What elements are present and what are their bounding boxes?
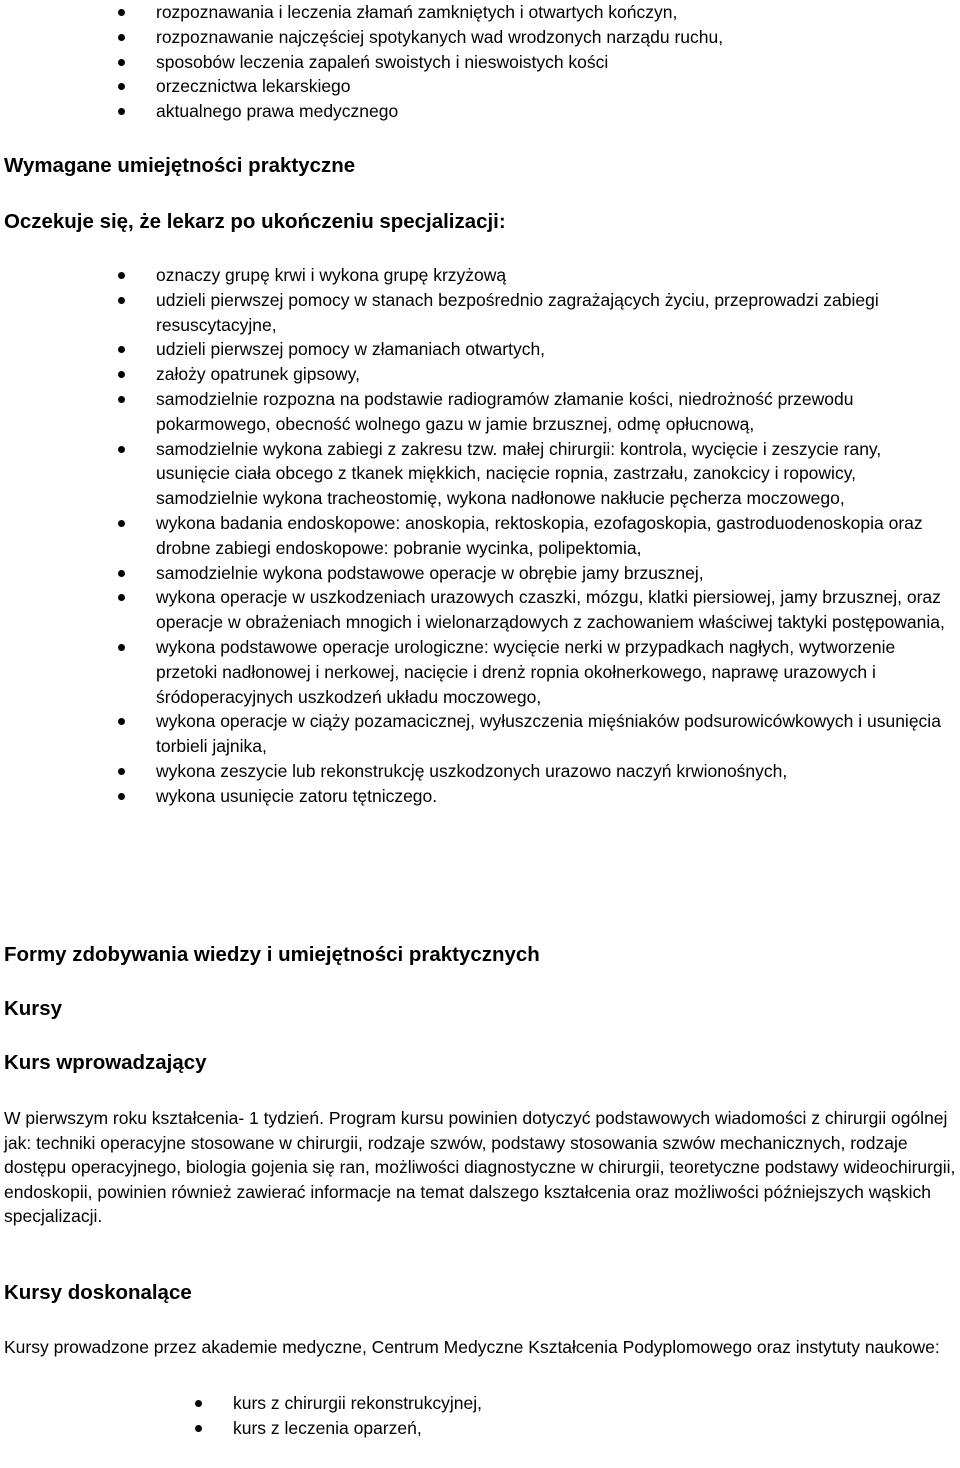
list-item: samodzielnie wykona zabiegi z zakresu tzw. małej chirurgii: kontrola, wycięcie i zeszycie rany, usunięcie ciała obcego z tkanek miękkich, nacięcie ropnia, zastrzału, zanokcicy i ropowicy, samodzielnie wykona tracheostomię, wykona nadłonowe nakłucie pęcherza moczowego, — [156, 437, 956, 511]
bullet-icon — [118, 297, 125, 304]
bullet-icon — [118, 718, 125, 725]
list-item: wykona operacje w uszkodzeniach urazowych czaszki, mózgu, klatki piersiowej, jamy brzusznej, oraz operacje w obrażeniach mnogich i wielonarządowych z zachowaniem właściwej taktyki postępowania, — [156, 585, 956, 635]
bullet-icon — [118, 520, 125, 527]
list-item: kurs z leczenia oparzeń, — [233, 1416, 833, 1441]
bullet-icon — [118, 594, 125, 601]
bullet-icon — [118, 346, 125, 353]
list-item: samodzielnie wykona podstawowe operacje w obrębie jamy brzusznej, — [156, 561, 956, 586]
bullet-icon — [118, 83, 125, 90]
practical-skills-heading: Wymagane umiejętności praktyczne — [4, 154, 356, 177]
knowledge-list — [156, 0, 956, 124]
list-item: założy opatrunek gipsowy, — [156, 362, 956, 387]
list-item: udzieli pierwszej pomocy w stanach bezpośrednio zagrażających życiu, przeprowadzi zabiegi resuscytacyjne, — [156, 288, 956, 338]
skills-list — [156, 263, 956, 809]
list-item: samodzielnie rozpozna na podstawie radiogramów złamanie kości, niedrożność przewodu pokarmowego, obecność wolnego gazu w jamie brzusznej, odmę opłucnową, — [156, 387, 956, 437]
list-item: udzieli pierwszej pomocy w złamaniach otwartych, — [156, 337, 956, 362]
bullet-icon — [195, 1425, 202, 1432]
forms-heading: Formy zdobywania wiedzy i umiejętności praktycznych — [4, 943, 540, 966]
courses-list — [233, 1391, 833, 1441]
list-item: aktualnego prawa medycznego — [156, 99, 956, 124]
bullet-icon — [118, 570, 125, 577]
bullet-icon — [195, 1400, 202, 1407]
bullet-icon — [118, 59, 125, 66]
list-item: wykona operacje w ciąży pozamacicznej, wyłuszczenia mięśniaków podsurowicówkowych i usunięcia torbieli jajnika, — [156, 709, 956, 759]
list-item: wykona badania endoskopowe: anoskopia, rektoskopia, ezofagoskopia, gastroduodenoskopia oraz drobne zabiegi endoskopowe: pobranie wycinka, polipektomia, — [156, 511, 956, 561]
list-item: wykona zeszycie lub rekonstrukcję uszkodzonych urazowo naczyń krwionośnych, — [156, 759, 956, 784]
bullet-icon — [118, 446, 125, 453]
list-item: wykona usunięcie zatoru tętniczego. — [156, 784, 956, 809]
list-item: wykona podstawowe operacje urologiczne: wycięcie nerki w przypadkach nagłych, wytworzenie przetoki nadłonowej i nerkowej, nacięcie i drenż ropnia okołnerkowego, naprawę urazowych i śródoperacyjnych uszkodzeń układu moczowego, — [156, 635, 956, 709]
expected-outcomes-heading: Oczekuje się, że lekarz po ukończeniu specjalizacji: — [4, 210, 506, 233]
intro-course-paragraph: W pierwszym roku kształcenia- 1 tydzień. Program kursu powinien dotyczyć podstawowych wiadomości z chirurgii ogólnej jak: techniki operacyjne stosowane w chirurgii, rodzaje szwów, podstawy stosowania szwów mechanicznych, rodzaje dostępu operacyjnego, biologia gojenia się ran, możliwości diagnostyczne w chirurgii, teoretyczne podstawy wideochirurgii, endoskopii, powinien również zawierać informacje na temat dalszego kształcenia oraz możliwości późniejszych wąskich specjalizacji. — [4, 1108, 956, 1227]
intro-course-heading: Kurs wprowadzający — [4, 1051, 207, 1074]
list-item: rozpoznawania i leczenia złamań zamkniętych i otwartych kończyn, — [156, 0, 956, 25]
advanced-courses-heading: Kursy doskonalące — [4, 1281, 192, 1304]
bullet-icon — [118, 9, 125, 16]
bullet-icon — [118, 371, 125, 378]
bullet-icon — [118, 34, 125, 41]
bullet-icon — [118, 272, 125, 279]
bullet-icon — [118, 644, 125, 651]
list-item: sposobów leczenia zapaleń swoistych i nieswoistych kości — [156, 50, 956, 75]
list-item: oznaczy grupę krwi i wykona grupę krzyżową — [156, 263, 956, 288]
list-item: rozpoznawanie najczęściej spotykanych wad wrodzonych narządu ruchu, — [156, 25, 956, 50]
courses-heading: Kursy — [4, 997, 63, 1020]
advanced-courses-paragraph: Kursy prowadzone przez akademie medyczne, Centrum Medyczne Kształcenia Podyplomowego oraz instytuty naukowe: — [4, 1337, 940, 1357]
bullet-icon — [118, 793, 125, 800]
bullet-icon — [118, 768, 125, 775]
bullet-icon — [118, 396, 125, 403]
list-item: kurs z chirurgii rekonstrukcyjnej, — [233, 1391, 833, 1416]
list-item: orzecznictwa lekarskiego — [156, 74, 956, 99]
bullet-icon — [118, 108, 125, 115]
